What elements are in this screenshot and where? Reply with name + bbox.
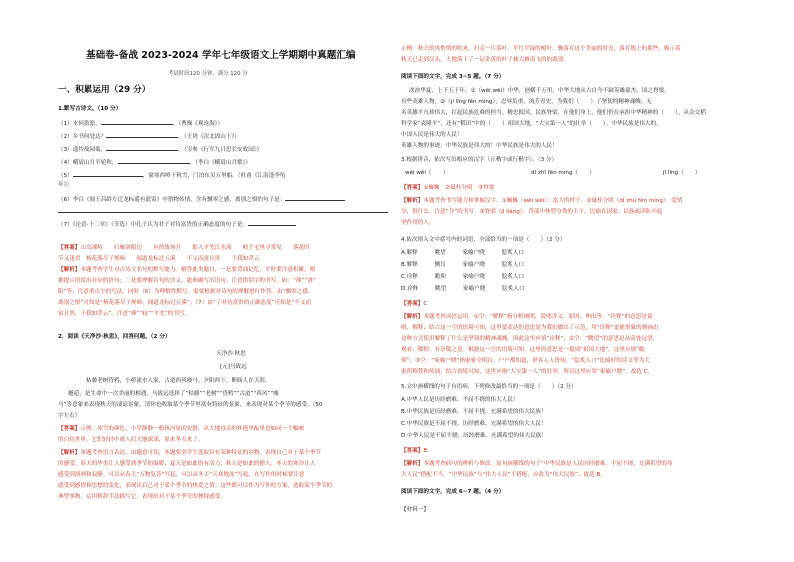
question-1-5-cont: 年》） (58, 182, 72, 188)
question-1-2: （2）乡书何处达？ 。（王湾《次北固山下》） (58, 131, 240, 142)
question-2-text-line2: 马”等意象来表现秋天的凄凉景象，请你也收取某个季节里富有特征的景象，来表现对某个季节的感受。（50 (58, 402, 323, 408)
explanation-1-line4: 离别之恨”可知是“杨花落尽子规啼，闻道龙标过五溪”；（7）由“子对待富贵的正确态度”可知是“不义而 (58, 300, 312, 306)
explanation-1-line3: 阳”等；注意重点字的写法，同时（6）为理解性默写，需要根据对诗句的理解进行作答。由“飘零之感、 (58, 289, 314, 295)
passage-line: 科学家“袁隆平”，还有“稻田”中的（ ）祖国大地，“大宝第一人”的壮举（ ）。中华民族是伟大的， (401, 121, 662, 127)
explanation-3-line2: 分，很什么。注意“分”的书写。③脊梁（jǐ liáng）：背部中体型分类的主干，比喻在国家、民族或团队中起 (401, 209, 663, 215)
option-b: B.中华民族是历经磨难、不屈不挠、充满希望的伟大民族！ (401, 409, 547, 415)
material-label: 【材料一】 (401, 507, 429, 513)
question-1-5: （5） ，窗寒西岭千秋雪，门泊东吴万里船。（杜甫《江南逢李龟 (58, 170, 285, 181)
passage-line: 有些英雄人物，②（jí lǐng fěn mìng），忍辱负重，流芳青史，为我们（ ）了坚韧的精神魂魄；无 (401, 99, 652, 105)
page-subtitle: 考试时间120 分钟，满分 120 分 (168, 71, 248, 77)
question-1-4: （4）峨眉山月半轮秋， 。（李白《峨眉山月歌》） (58, 157, 251, 168)
answer-2: 【答案】示例：冰雪的颜色，小草静静一般孩河显的安静，从大地母亲的怀抱里酝里也如同一个幅映 (58, 426, 305, 432)
answer-blank (248, 219, 296, 226)
explanation-1: 【解析】本题考查学生对古诗文名句的默写能力。解答此类题目，一是要背诵记忆，平时要注意积累，根 (58, 267, 316, 273)
answer-2-cont: 的白色世界，它们轻轻中被人们大地深深，原来冬天来了。 (58, 437, 204, 443)
explanation-4-line6: 家所称赞和传诵，结合语境可知，这里应指“大宝第一人”的壮举，所以这里应用“家喻户晓”。故选 C。 (401, 369, 654, 375)
explanation-4-line5: 仰”；③空：“家喻户晓”指家家全明白，户户都知道，形容人人皆知。“脍炙人口”比喻好的诗文等为大 (401, 358, 650, 364)
answer-blank (118, 157, 190, 164)
question-1-3: （3）遥怜故园菊， 。（岑参《行军九日思长安故园》） (58, 144, 262, 155)
question-5: 5.文中画横线的句子有语病，下列修改最恰当的一项是（ ）（2 分） (401, 384, 577, 390)
reading-heading-2: 阅读下面的文字，完成 6~7 题。（4 分） (401, 489, 505, 495)
section-heading: 一、积累运用（29 分） (58, 85, 151, 95)
answer-blank (285, 194, 345, 201)
explanation-4: 【解析】本题考查词语运用。①空：“解释”指分析阐明，说明含义、原因、理由等。“诠释”的意思是说 (401, 314, 653, 320)
explanation-2-line2: 的感受。春天的华美让人感受到季节的温暖；夏天是如此的有活力；秋天是如此的撩人；冬天的寒冷让人 (58, 461, 316, 467)
poem-body: 枯藤老树昏鸦，小桥流水人家，古道西风瘦马。夕阳西下，断肠人在天涯。 (86, 378, 271, 384)
option-c: C.中华民族是不屈不挠、历经磨难、充满希望的伟大人民！ (401, 421, 547, 427)
explanation-3-line3: 坚作用的人。 (401, 220, 435, 226)
answer-line (58, 206, 388, 217)
reading-heading: 阅读下面的文字，完成 3~5 题。（7 分） (401, 74, 505, 80)
pinyin-item: dí zhǐ fēn míng（ ） (531, 170, 595, 176)
answer-4: 【答案】C (401, 301, 428, 307)
answer-blank (101, 118, 173, 125)
answer-blank (106, 144, 178, 151)
explanation-1-line2: 据提示语说出对应的语句；二是要理解诗句的含义，能准确写出语句。注意错别字的书写。如：“竦”“洛” (58, 278, 316, 284)
question-1-1: （1）水何澹澹， 。（曹操《观沧海》） (58, 118, 223, 129)
answer-blank (58, 206, 388, 213)
explanation-4-line3: 这种方式使用解释了什么是坚韧的精神魂魄，因此这里应填“诠释”；②空：“眺望”的意思是从高处远望； (401, 336, 659, 342)
answer-blank (73, 170, 143, 177)
option-a: A.中华人民是历经磨难、不屈不挠的伟大人民！ (401, 397, 519, 403)
poem-author: [元]马致远 (220, 364, 247, 370)
option-c: C.诠释 瞻仰 家喻户晓 脍炙人口 (401, 274, 525, 280)
question-1-heading: 1.默写古诗文。（10 分） (58, 106, 122, 112)
question-3: 3.根据拼音，依次写出相应的汉字（正楷字或行楷字）。（3 分） (401, 157, 558, 163)
explanation-4-line4: 观看；敬仰，有崇敬之意。根据这一空的语境可知，这里的意思是一提到“祖国大地”，这里应填“瞻 (401, 347, 645, 353)
explanation-1-line5: 富且贵，于我如浮云”。注意“竦”“歧”“平羌”的书写。 (58, 311, 191, 317)
question-2-text-line3: 字左右） (58, 413, 81, 419)
poem-title: 天净沙·秋思 (216, 351, 246, 357)
pinyin-item: wēi wēi（ ） (405, 170, 449, 176)
option-d: D.中华人民是不屈不挠、历经磨难、充满希望的伟大民族！ (401, 433, 547, 439)
explanation-5: 【解析】本题考查病句的辨析与修改。原句画横线的句子“中华民族是人民历经磨难，不屈不挠，充满希望的伟 (401, 461, 673, 467)
explanation-2-line3: 感受到凛冽和寂静。可以从春天“万物复苏”写起，可以从冬天“天寒地冻”写起，在写作的时候要注意 (58, 472, 305, 478)
passage-line: 名英雄平凡却伟大，扛起民族危难的担当。精忠报国，民族脊梁，在他们身上，他们仍在承担中华精神的（ ）。从杂交稻 (401, 110, 706, 116)
answer-2-example: 示例：秋天的风悄悄的吹来，扫走一片落叶，平红平绿的树叶，飘落在这个美丽的时光，落在地上的那些，吸示着 (401, 46, 681, 52)
explanation-2-line5: 典型事物，运用修辞手法描写它，表现出对于某个季节的独特感受。 (58, 494, 226, 500)
explanation-4-line2: 明、解释；结合这一空的语境可知，这里要表达的意思是为我们做出了示范，用“诠释”更能形象的刻画出 (401, 325, 659, 331)
explanation-2: 【解析】本题考查语言表达。由题意可知，本题要求学生选取具有某种特征的景物，表现自己对于某个季节 (58, 450, 321, 456)
option-b: B.解释 侧耳 家喻户晓 脍炙人口 (401, 262, 525, 268)
question-4: 4.依次填入文中括号内的词语，全部恰当的一项是（ ）（2 分） (401, 237, 566, 243)
answer-3: 【答案】①巍巍 ②砥柱分明 ③脊梁 (401, 185, 495, 191)
question-1-6: （6）李白《闻王昌龄左迁龙标遥有此寄》中借物传情，含有飘零之感，离别之恨的句子是： (58, 194, 345, 205)
explanation-5-line2: 大人民”搭配不当，“中华民族”与“伟大人民”不搭配，应改为“伟大民族”；故选 B。 (401, 472, 606, 478)
option-d: D.诠释 眺望 家喻户晓 脍炙人口 (401, 286, 525, 292)
explanation-3: 【解析】本题考查书写能力和掌握汉字。①巍巍（wēi wēi）：富大的样子。②砥柱分明（dǐ zhù fēn míng）：爱情 (401, 198, 683, 204)
option-a: A.解释 眺望 家喻户晓 脍炙人口 (401, 250, 524, 256)
explanation-2-line4: 感受到感情和思想的变化，表现出自己对于某个季节的热爱之情。这些都可以作为写作的方案，选取某个季节的 (58, 483, 333, 489)
answer-5: 【答案】B (401, 448, 428, 454)
answer-1-cont: 节又逢君 杨花落尽子规啼 闻道龙标过五溪 不义而富且贵 于我如浮云 (58, 256, 260, 262)
question-1-7: （7）《论语·十二章》（节选）中孔子认为君子对待富贵的正确态度的句子是： (58, 219, 296, 230)
question-2-text: 邂逅，是生命中一次美丽的相遇，马致远选择了“枯藤”“老树”“昏鸦”“古道”“西风”“瘦 (68, 391, 279, 397)
page-title: 基础卷-备战 2023-2024 学年七年级语文上学期期中真题汇编 (86, 50, 356, 61)
pinyin-item: jǐ lǐng（ ） (663, 170, 701, 176)
answer-blank (106, 131, 178, 138)
question-2-heading: 2．阅读《天净沙·秋思》，回答问题。（2 分） (58, 334, 171, 340)
passage-line: 英雄人物的事迹，中华民族是伟大的！中华民族是伟大的人民！ (401, 143, 558, 149)
answer-2-example-cont: 秋天已走到尽头，大地落下了一层金黄的叶子被大雁南飞的的离别。 (401, 57, 569, 63)
passage-line: 泱泱华夏，上下五千年，①（wēi wēi）中华，创横千万里。中华大地从古自今不缺英雄豪杰、国之脊梁， (409, 88, 670, 94)
answer-1: 【答案】山岛竦峙 归雁洛阳边 应傍战场开 影入平羌江水流 岐王宅里寻常见 落花时 (58, 245, 310, 251)
passage-line: 中国人民是伟大的人民！ (401, 132, 463, 138)
